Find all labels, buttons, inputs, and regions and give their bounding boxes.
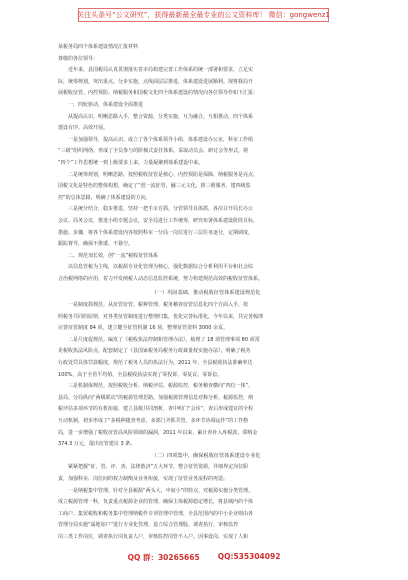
text-line: 以信息管税为主线，以税源专业化管理为核心，强化数据综合分析利用平台和社会综 bbox=[68, 264, 254, 271]
text-line: 税评估多项环节的有机衔接，建立县级共同剖析，查中明门“会诊”，查后形成建议的全程 bbox=[58, 406, 254, 413]
text-line: 局，进一步增强了税收征管高风险领域的漏洞，2011 年以来，累计查补入库税款，滞纳金 bbox=[58, 429, 258, 436]
text-line: 二、规范加长效，创“一流”税收征管体系 bbox=[68, 252, 159, 259]
text-line: 岗三类工作岗位，调查执行岗负责人户，审核监控岗管不入户。因事设岗，实现了人和 bbox=[58, 533, 249, 540]
text-line: 三是机制保规范。按照税收分析、纳税评估、税源监控、税务稽查横向“四位一体”、 bbox=[68, 383, 254, 390]
text-line: 一、四轮驱动，体系建设全面推进 bbox=[68, 101, 144, 108]
text-line: 见税收执法风险点，配套制定了《县国家税务局税务行政裁量权实施办法》，明确了税务 bbox=[58, 348, 251, 355]
text-line: 县局、分局纵向“两级联动”的税源管理思路，加强税源管理信息对称分析、税源监控，纳 bbox=[58, 394, 254, 401]
text-line: 一是加强领导，提高认识。成立了各个体系领导小组、体系建设办公室，科室工作组 bbox=[68, 136, 254, 143]
document-body bbox=[58, 42, 354, 544]
text-line: 一是纳税集中管理。针对全县税源“两头大、中间小”的特点，对税源实施分类管理。 bbox=[68, 487, 254, 494]
text-line: 尊敬的各位领导： bbox=[58, 55, 99, 62]
text-line: 100%，高于全省平均值。全县税收执法实现了零投诉、零复议、零诉讼。 bbox=[58, 371, 223, 378]
text-line: 成立税源管理一科，负责重点税源企业的管理，确保主体税源稳定增长，将县城内的个体 bbox=[58, 499, 254, 506]
text-line: “四个”工作思想统一到上级要求上来，力量凝聚到体系建设中来。 bbox=[58, 159, 204, 166]
text-line: 从提高认识，明晰思路入手，整合资源，分类实施，互为融合，互相推动，四个体系 bbox=[68, 113, 254, 120]
text-line: 建设有序、高效开展。 bbox=[58, 125, 109, 132]
text-line: 照税务共同的原则，对各类征管制度进行整理归集，优化完善标准化，今年以来，共完善梳理 bbox=[58, 313, 264, 320]
text-line: 际，统筹规划，突出重点，分步实施，点线面层层推进，体系建设进展顺利。现将我局开 bbox=[58, 78, 254, 85]
text-line: 展税收征管、内控预防、纳税服务和国税文化四个体系建设的情况向各位领导作如下汇报： bbox=[58, 90, 259, 97]
text-line: 紧紧把握“征、管、评、查、法律救济”五大环节，整合征管资源，详细界定岗位职 bbox=[68, 464, 249, 471]
text-line: 某税务局四个体系建设情况汇报材料 bbox=[58, 44, 139, 50]
text-line: 行政处罚具体罚款幅度，规范了税务人员的执法行为。2011 年，全县税收执法准确率达 bbox=[58, 360, 253, 367]
text-line: （一）巩固基础，推动税收征管体系建设规范化 bbox=[151, 290, 261, 297]
text-line: 近年来，县国税局认真贯彻落实省市局构建完善工作体系的统一部署和要求，立足实 bbox=[68, 67, 254, 74]
text-line: “三级”组织网络，形成了全员参与的阶梯式责任体系。采取动员会、研讨会等形式，将 bbox=[58, 148, 249, 155]
text-line: 国税文化是特色的整体构想，确定了“创一流征管，融三元文化，推三维服务，建四级监 bbox=[58, 183, 251, 190]
text-line: （二）四项集中，确保税收征管体系建设专业化 bbox=[151, 452, 261, 459]
text-line: 会议、局务会议，推进小组专题会议，安全局进行工作统筹，研究布署体系建设阶段目标， bbox=[58, 217, 259, 224]
footer-qq-group: QQ 群：30265665 bbox=[127, 553, 200, 562]
promo-banner bbox=[78, 8, 329, 22]
text-line: 工商户、集贸税收和税务集中管理纳税作专项管理中管理，全县范围内的中小企业则由各 bbox=[58, 510, 254, 517]
text-line: 合治税网络的应用，着力开发纳税人动态信息监控系统，努力构建规范高效的税收征管体系。 bbox=[58, 275, 264, 282]
text-line: 跟踪督导，确保不推诿、不悬空。 bbox=[58, 241, 134, 248]
footer-qq: QQ:535304092 bbox=[217, 552, 281, 561]
footer bbox=[0, 552, 408, 563]
text-line: 控”的总体思路，明确了体系建设的方向。 bbox=[58, 194, 151, 201]
text-line: 二是统筹规划，明晰思路。按照税收征管是核心、内控预防是保障、纳税服务是亮点、 bbox=[68, 171, 259, 178]
text-line: 一是制度抓规范。从征管征管、税种管理、税务稽查征管信息化四个方面入手，按 bbox=[68, 302, 249, 309]
text-line: 管理分局实施“属地加户”进行专业化管理。设立综合管理股，调查执行，审核监控 bbox=[58, 522, 239, 529]
text-line: 互动机制，初步形成了“多税种捷查考虑，多部门齐抓共管，多环节协调运作”的工作格 bbox=[58, 418, 249, 424]
text-line: 三是统分结合，稳步推进。坚持一把手亲自抓，分管领导具体抓，各次召开局长办公 bbox=[68, 206, 254, 213]
text-line: 374.3 万元，提出征管建议 3 条。 bbox=[58, 441, 136, 448]
text-line: 措施、步骤，将各个体系建设内容按照科室一分局一岗位进行三层任务逐分，定期调度， bbox=[58, 229, 254, 236]
promo-banner-text: 关注头条号“公文研究”，获得最新最全最专业的公文资料库！ 微信：gongwenz1 bbox=[77, 10, 330, 19]
text-line: 二是尺度促规范。编发了《税收执法控制和管理办法》，梳理了 18 项管理事项 80 项常 bbox=[68, 336, 260, 343]
text-line: 完善征管制度 84 项，建立健全征管机制 16 项，整理征管资料 3000 余页。 bbox=[58, 325, 228, 332]
text-line: 责，加强科室、岗位间的权力制衡及业务衔接，实现了征管业务流程的再造。 bbox=[58, 475, 229, 482]
